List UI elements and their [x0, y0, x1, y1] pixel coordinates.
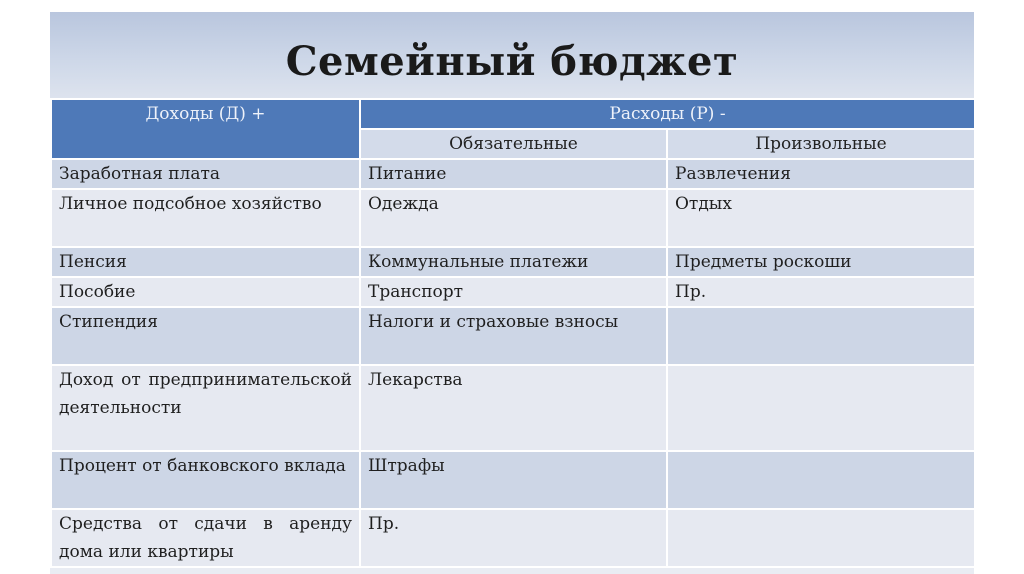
table-row	[51, 247, 974, 277]
mandatory-cell: Штрафы	[360, 451, 667, 509]
income-cell: Процент от банковского вклада	[51, 451, 360, 509]
header-income: Доходы (Д) +	[51, 99, 360, 159]
income-cell: Средства от сдачи в аренду дома или квартиры	[51, 509, 360, 567]
optional-cell	[667, 509, 974, 567]
income-cell: Пособие	[51, 277, 360, 307]
table-row	[51, 451, 974, 509]
optional-cell: Развлечения	[667, 159, 974, 189]
income-cell: Пенсия	[51, 247, 360, 277]
table-row	[51, 365, 974, 451]
optional-cell	[667, 365, 974, 451]
table-row	[51, 509, 974, 567]
optional-cell	[667, 451, 974, 509]
optional-cell: Отдых	[667, 189, 974, 247]
slide-title: Семейный бюджет	[285, 38, 739, 85]
optional-cell: Пр.	[667, 277, 974, 307]
mandatory-cell: Одежда	[360, 189, 667, 247]
mandatory-cell: Питание	[360, 159, 667, 189]
header-optional: Произвольные	[667, 129, 974, 159]
mandatory-cell: Лекарства	[360, 365, 667, 451]
table-row	[51, 189, 974, 247]
budget-table	[50, 98, 974, 568]
income-cell: Заработная плата	[51, 159, 360, 189]
mandatory-cell: Транспорт	[360, 277, 667, 307]
table-row	[51, 307, 974, 365]
mandatory-cell: Налоги и страховые взносы	[360, 307, 667, 365]
slide	[50, 12, 974, 574]
optional-cell: Предметы роскоши	[667, 247, 974, 277]
header-mandatory: Обязательные	[360, 129, 667, 159]
table-row	[51, 159, 974, 189]
table-row	[51, 277, 974, 307]
mandatory-cell: Коммунальные платежи	[360, 247, 667, 277]
income-cell: Личное подсобное хозяйство	[51, 189, 360, 247]
income-cell: Стипендия	[51, 307, 360, 365]
income-cell: Доход от предпринимательской деятельности	[51, 365, 360, 451]
header-expense: Расходы (Р) -	[360, 99, 974, 129]
optional-cell	[667, 307, 974, 365]
title-band	[50, 12, 974, 98]
mandatory-cell: Пр.	[360, 509, 667, 567]
